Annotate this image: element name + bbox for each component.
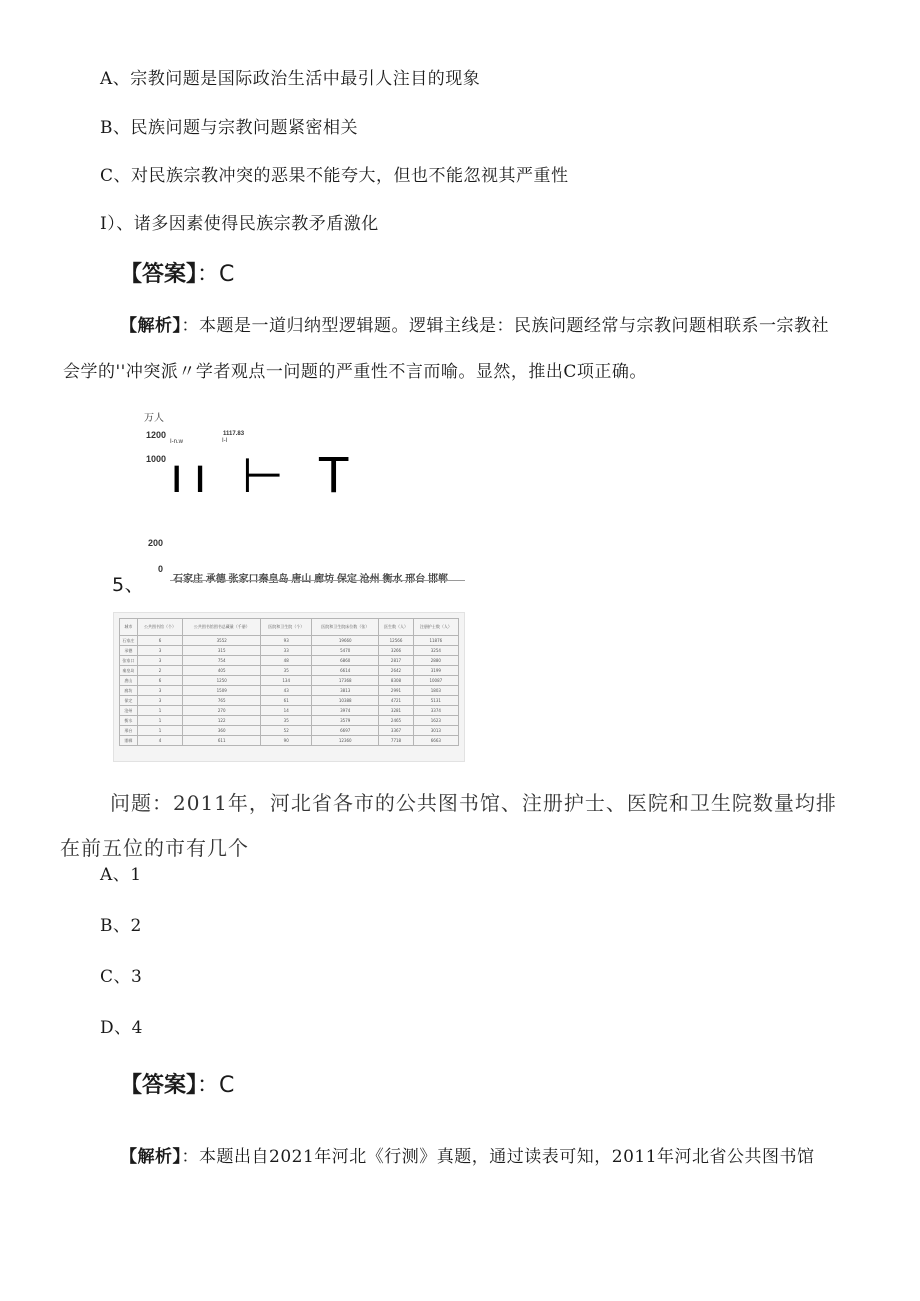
- question-line-1: 问题：2011年，河北省各市的公共图书馆、注册护士、医院和卫生院数量均排: [110, 791, 837, 815]
- table-header: 医生数（人）: [379, 619, 413, 636]
- table-row: [120, 726, 459, 736]
- table-cell: 2817: [379, 656, 413, 666]
- table-cell: 3254: [413, 646, 458, 656]
- analysis-line-1: [120, 311, 829, 336]
- analysis-line-2: 会学的''冲突派〃学者观点一问题的严重性不言而喻。显然，推出C项正确。: [63, 362, 647, 382]
- table-cell: 5470: [312, 646, 379, 656]
- table-cell: 1250: [183, 676, 261, 686]
- bar-label-c: I-I: [222, 438, 228, 444]
- analysis-text-1: ：本题是一道归纳型逻辑题。逻辑主线是：民族问题经常与宗教问题相联系一宗教社: [181, 316, 829, 336]
- table-cell: 1803: [413, 686, 458, 696]
- table-cell: 8308: [379, 676, 413, 686]
- table-header: 医院和卫生院床位数（张）: [312, 619, 379, 636]
- table-cell: 35: [261, 666, 312, 676]
- table-cell: 承德: [120, 646, 138, 656]
- table-cell: 3367: [379, 726, 413, 736]
- answer-label: 【答案】: [120, 262, 198, 287]
- analysis-text-1: ：本题出自2021年河北《行测》真题，通过读表可知，2011年河北省公共图书馆: [181, 1147, 815, 1167]
- table-cell: 3552: [183, 636, 261, 646]
- table-row: [120, 666, 459, 676]
- option-d: D、4: [100, 1018, 143, 1038]
- table-cell: 3974: [312, 706, 379, 716]
- table-cell: 4: [137, 736, 182, 746]
- table-cell: 122: [183, 716, 261, 726]
- answer-label: 【答案】: [120, 1073, 198, 1098]
- y-tick-0: 0: [158, 564, 164, 574]
- chart-unit: 万人: [144, 413, 164, 424]
- option-a: A、宗教问题是国际政治生活中最引人注目的现象: [100, 69, 481, 89]
- analysis-label: 【解析】: [120, 1147, 182, 1167]
- table-cell: 14: [261, 706, 312, 716]
- table-row: [120, 706, 459, 716]
- table-cell: 11876: [413, 636, 458, 646]
- x-axis-line: [170, 580, 465, 581]
- answer-line: [120, 257, 234, 288]
- table-cell: 90: [261, 736, 312, 746]
- table-header: 注册护士数（人）: [413, 619, 458, 636]
- table-header-row: [120, 619, 459, 636]
- table-cell: 6860: [312, 656, 379, 666]
- table-cell: 35: [261, 716, 312, 726]
- table-header: 城市: [120, 619, 138, 636]
- table-cell: 1: [137, 726, 182, 736]
- table-cell: 33: [261, 646, 312, 656]
- y-tick-1000: 1000: [146, 454, 167, 464]
- chart-glyphs: ıı ⊢ T: [170, 448, 359, 504]
- table-cell: 61: [261, 696, 312, 706]
- table-cell: 270: [183, 706, 261, 716]
- table-row: [120, 686, 459, 696]
- table-cell: 6: [137, 676, 182, 686]
- table-cell: 4721: [379, 696, 413, 706]
- question-number: 5、: [112, 574, 145, 596]
- table-cell: 5131: [413, 696, 458, 706]
- option-d: I）、诸多因素使得民族宗教矛盾激化: [100, 214, 379, 234]
- table-cell: 93: [261, 636, 312, 646]
- table-cell: 3579: [312, 716, 379, 726]
- table-cell: 12360: [312, 736, 379, 746]
- table-cell: 405: [183, 666, 261, 676]
- table-row: [120, 646, 459, 656]
- table-cell: 19660: [312, 636, 379, 646]
- table-cell: 3199: [413, 666, 458, 676]
- table-cell: 3: [137, 646, 182, 656]
- bar-label-b: 1117.83: [223, 431, 245, 437]
- table-cell: 3281: [379, 706, 413, 716]
- table-cell: 765: [183, 696, 261, 706]
- table-cell: 360: [183, 726, 261, 736]
- option-a: A、1: [100, 865, 142, 885]
- question-line-2: 在前五位的市有几个: [60, 836, 249, 860]
- data-table-image: [113, 612, 465, 762]
- table-cell: 3013: [413, 726, 458, 736]
- table-cell: 秦皇岛: [120, 666, 138, 676]
- table-header: 公共图书馆（个）: [137, 619, 182, 636]
- table-row: [120, 696, 459, 706]
- table-cell: 43: [261, 686, 312, 696]
- table-row: [120, 636, 459, 646]
- answer-value: ：C: [197, 262, 235, 287]
- table-cell: 1509: [183, 686, 261, 696]
- answer-value: ：C: [197, 1073, 235, 1098]
- table-cell: 保定: [120, 696, 138, 706]
- table-row: [120, 736, 459, 746]
- analysis-label: 【解析】: [120, 316, 182, 336]
- table-cell: 6614: [312, 666, 379, 676]
- table-cell: 10087: [413, 676, 458, 686]
- table-cell: 1623: [413, 716, 458, 726]
- y-tick-200: 200: [148, 538, 164, 548]
- table-cell: 611: [183, 736, 261, 746]
- table-cell: 12566: [379, 636, 413, 646]
- table-cell: 廊坊: [120, 686, 138, 696]
- table-cell: 沧州: [120, 706, 138, 716]
- table-cell: 6: [137, 636, 182, 646]
- table-cell: 315: [183, 646, 261, 656]
- city-axis-labels: [173, 570, 448, 585]
- table-cell: 17368: [312, 676, 379, 686]
- table-cell: 张家口: [120, 656, 138, 666]
- table-cell: 2880: [413, 656, 458, 666]
- table-cell: 3266: [379, 646, 413, 656]
- table-row: [120, 656, 459, 666]
- table-cell: 134: [261, 676, 312, 686]
- y-tick-1200: 1200: [146, 430, 167, 440]
- data-table: [119, 618, 459, 746]
- table-cell: 7718: [379, 736, 413, 746]
- table-cell: 石家庄: [120, 636, 138, 646]
- bar-label-a: I-n.w: [170, 439, 184, 445]
- table-cell: 48: [261, 656, 312, 666]
- table-cell: 6663: [413, 736, 458, 746]
- table-cell: 邯郸: [120, 736, 138, 746]
- table-cell: 52: [261, 726, 312, 736]
- option-b: B、2: [100, 916, 142, 936]
- table-cell: 754: [183, 656, 261, 666]
- table-cell: 邢台: [120, 726, 138, 736]
- table-cell: 1: [137, 716, 182, 726]
- table-header: 公共图书馆图书总藏量（千册）: [183, 619, 261, 636]
- answer-line: [120, 1068, 234, 1099]
- table-row: [120, 676, 459, 686]
- table-cell: 2642: [379, 666, 413, 676]
- table-cell: 3: [137, 696, 182, 706]
- table-header: 医院和卫生院（个）: [261, 619, 312, 636]
- table-cell: 10388: [312, 696, 379, 706]
- table-cell: 6697: [312, 726, 379, 736]
- option-c: C、对民族宗教冲突的恶果不能夸大，但也不能忽视其严重性: [100, 166, 569, 186]
- table-cell: 3374: [413, 706, 458, 716]
- table-cell: 2: [137, 666, 182, 676]
- table-cell: 3: [137, 656, 182, 666]
- table-cell: 3: [137, 686, 182, 696]
- option-b: B、民族问题与宗教问题紧密相关: [100, 118, 358, 138]
- table-cell: 1: [137, 706, 182, 716]
- table-cell: 2465: [379, 716, 413, 726]
- option-c: C、3: [100, 967, 143, 987]
- analysis-line-1: [120, 1142, 815, 1167]
- table-row: [120, 716, 459, 726]
- table-cell: 唐山: [120, 676, 138, 686]
- table-cell: 3813: [312, 686, 379, 696]
- table-cell: 2991: [379, 686, 413, 696]
- table-cell: 衡水: [120, 716, 138, 726]
